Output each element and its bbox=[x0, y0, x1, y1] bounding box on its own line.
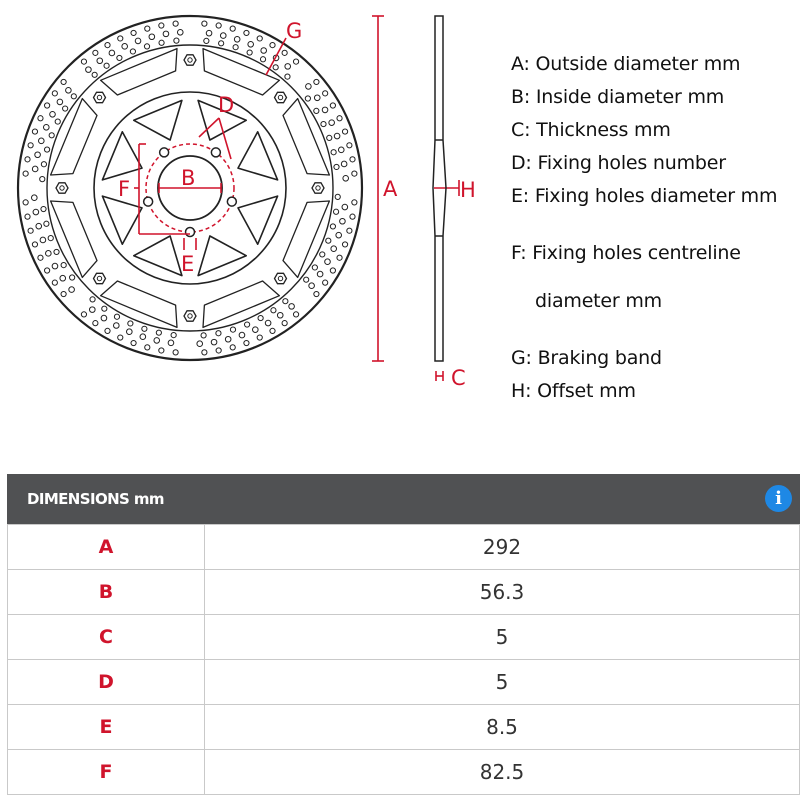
band-hole bbox=[220, 33, 226, 39]
dimension-legend bbox=[511, 52, 800, 412]
carrier-slot bbox=[51, 99, 97, 175]
band-hole bbox=[33, 209, 39, 215]
band-hole bbox=[71, 94, 76, 99]
band-hole bbox=[329, 120, 335, 126]
legend-item-g: G: Braking band bbox=[511, 347, 662, 369]
band-hole bbox=[247, 50, 252, 55]
band-hole bbox=[334, 133, 340, 139]
dimensions-table-header bbox=[7, 474, 800, 524]
band-hole bbox=[320, 252, 325, 257]
band-hole bbox=[142, 326, 147, 331]
band-hole bbox=[305, 96, 310, 101]
band-hole bbox=[32, 129, 37, 134]
band-hole bbox=[347, 228, 352, 233]
info-icon[interactable]: i bbox=[765, 485, 792, 512]
band-hole bbox=[168, 340, 174, 346]
band-hole bbox=[36, 223, 42, 229]
band-hole bbox=[317, 271, 323, 277]
band-hole bbox=[314, 95, 320, 101]
band-hole bbox=[257, 36, 262, 41]
band-hole bbox=[131, 30, 136, 35]
band-hole bbox=[202, 21, 207, 26]
band-hole bbox=[248, 41, 254, 47]
band-hole bbox=[233, 45, 238, 50]
band-hole bbox=[216, 348, 221, 353]
band-hole bbox=[145, 26, 150, 31]
band-hole bbox=[211, 339, 217, 345]
band-hole bbox=[314, 79, 319, 84]
band-hole bbox=[61, 79, 66, 84]
dimensions-table-title: DIMENSIONS mm bbox=[27, 490, 164, 508]
legend-item-b: B: Inside diameter mm bbox=[511, 86, 725, 108]
band-hole bbox=[327, 135, 332, 140]
band-hole bbox=[23, 171, 28, 176]
band-hole bbox=[334, 164, 339, 169]
band-hole bbox=[309, 283, 315, 289]
band-hole bbox=[109, 50, 115, 56]
band-hole bbox=[39, 138, 45, 144]
band-hole bbox=[40, 177, 45, 182]
table-row bbox=[8, 570, 800, 615]
band-hole bbox=[282, 321, 287, 326]
band-hole bbox=[81, 59, 86, 64]
rivet bbox=[56, 183, 68, 193]
band-hole bbox=[102, 306, 107, 311]
row-label: B bbox=[8, 570, 205, 615]
band-hole bbox=[128, 321, 133, 326]
band-hole bbox=[234, 37, 240, 43]
band-hole bbox=[50, 112, 56, 118]
band-hole bbox=[325, 259, 331, 265]
band-hole bbox=[253, 327, 259, 333]
table-row bbox=[8, 660, 800, 705]
band-hole bbox=[293, 312, 298, 317]
band-hole bbox=[239, 332, 245, 338]
band-hole bbox=[342, 204, 348, 210]
label-h: H bbox=[460, 178, 476, 202]
band-hole bbox=[127, 329, 133, 335]
band-hole bbox=[330, 268, 335, 273]
band-hole bbox=[277, 312, 283, 318]
band-hole bbox=[225, 336, 231, 342]
legend-item-f-line1: F: Fixing holes centreline bbox=[511, 242, 741, 264]
row-value: 5 bbox=[205, 615, 800, 660]
carrier-slot bbox=[283, 201, 329, 277]
band-hole bbox=[352, 200, 357, 205]
band-hole bbox=[323, 280, 328, 285]
band-hole bbox=[283, 299, 288, 304]
row-value: 292 bbox=[205, 525, 800, 570]
band-hole bbox=[343, 175, 349, 181]
band-hole bbox=[340, 218, 346, 224]
row-value: 8.5 bbox=[205, 705, 800, 750]
row-label: A bbox=[8, 525, 205, 570]
band-hole bbox=[131, 340, 136, 345]
band-hole bbox=[86, 67, 92, 73]
band-hole bbox=[201, 333, 206, 338]
band-hole bbox=[173, 21, 178, 26]
band-hole bbox=[45, 268, 50, 273]
rivet bbox=[94, 273, 106, 283]
band-hole bbox=[265, 320, 271, 326]
label-d: D bbox=[218, 93, 235, 117]
band-hole bbox=[118, 335, 123, 340]
band-hole bbox=[219, 41, 224, 46]
band-hole bbox=[28, 228, 33, 233]
band-hole bbox=[66, 87, 72, 93]
band-hole bbox=[93, 321, 98, 326]
band-hole bbox=[350, 214, 355, 219]
band-hole bbox=[330, 103, 335, 108]
band-hole bbox=[323, 91, 328, 96]
label-g: G bbox=[286, 19, 303, 43]
band-hole bbox=[92, 72, 97, 77]
carrier-slot bbox=[101, 281, 177, 327]
band-hole bbox=[159, 23, 164, 28]
label-c: C bbox=[451, 366, 466, 390]
band-hole bbox=[23, 200, 28, 205]
band-hole bbox=[41, 206, 46, 211]
band-hole bbox=[114, 314, 119, 319]
band-hole bbox=[61, 263, 66, 268]
rivet bbox=[184, 311, 196, 321]
band-hole bbox=[331, 150, 336, 155]
rivet bbox=[275, 273, 287, 283]
label-e: E bbox=[181, 252, 195, 276]
band-hole bbox=[230, 345, 235, 350]
band-hole bbox=[149, 34, 155, 40]
band-hole bbox=[43, 125, 49, 131]
band-hole bbox=[60, 275, 66, 281]
band-hole bbox=[244, 30, 249, 35]
label-a: A bbox=[383, 177, 398, 201]
band-hole bbox=[32, 166, 38, 172]
label-f: F bbox=[118, 177, 131, 201]
band-hole bbox=[314, 108, 319, 113]
band-hole bbox=[341, 161, 347, 167]
band-hole bbox=[244, 322, 249, 327]
band-hole bbox=[154, 338, 160, 344]
band-hole bbox=[337, 116, 342, 121]
rivet bbox=[312, 183, 324, 193]
band-hole bbox=[38, 116, 43, 121]
band-hole bbox=[350, 157, 355, 162]
band-hole bbox=[97, 58, 103, 64]
band-hole bbox=[197, 341, 203, 347]
band-hole bbox=[101, 315, 107, 321]
band-hole bbox=[244, 340, 249, 345]
band-hole bbox=[331, 246, 337, 252]
band-hole bbox=[336, 232, 342, 238]
band-hole bbox=[105, 43, 110, 48]
fixing-hole bbox=[211, 148, 220, 157]
band-hole bbox=[54, 249, 59, 254]
fixing-hole bbox=[160, 148, 169, 157]
band-hole bbox=[216, 23, 221, 28]
band-hole bbox=[338, 147, 344, 153]
band-hole bbox=[285, 64, 291, 70]
band-hole bbox=[118, 36, 123, 41]
band-hole bbox=[333, 209, 338, 214]
band-hole bbox=[104, 63, 109, 68]
fixing-hole bbox=[227, 197, 236, 206]
legend-item-a: A: Outside diameter mm bbox=[511, 53, 741, 75]
band-hole bbox=[342, 242, 347, 247]
band-hole bbox=[322, 107, 328, 113]
band-hole bbox=[25, 157, 30, 162]
band-hole bbox=[46, 251, 52, 257]
band-hole bbox=[260, 57, 265, 62]
row-value: 56.3 bbox=[205, 570, 800, 615]
band-hole bbox=[261, 48, 267, 54]
band-hole bbox=[282, 50, 287, 55]
band-hole bbox=[337, 255, 342, 260]
band-hole bbox=[335, 194, 340, 199]
dimensions-table-body bbox=[7, 524, 800, 795]
band-hole bbox=[177, 30, 183, 36]
band-hole bbox=[61, 291, 66, 296]
band-hole bbox=[159, 40, 164, 45]
row-label: E bbox=[8, 705, 205, 750]
band-hole bbox=[285, 74, 290, 79]
band-hole bbox=[321, 121, 326, 126]
dimensions-table bbox=[7, 474, 800, 795]
legend-item-d: D: Fixing holes number bbox=[511, 152, 726, 174]
band-hole bbox=[306, 84, 312, 90]
band-hole bbox=[25, 214, 30, 219]
band-hole bbox=[49, 133, 54, 138]
band-hole bbox=[52, 263, 58, 269]
legend-item-h: H: Offset mm bbox=[511, 380, 636, 402]
row-label: C bbox=[8, 615, 205, 660]
rivet bbox=[275, 92, 287, 102]
band-hole bbox=[289, 304, 295, 310]
band-hole bbox=[173, 350, 178, 355]
band-hole bbox=[45, 103, 50, 108]
band-hole bbox=[32, 195, 38, 201]
band-hole bbox=[273, 65, 278, 70]
band-hole bbox=[140, 334, 146, 340]
band-hole bbox=[312, 265, 317, 270]
rivet bbox=[184, 55, 196, 65]
band-hole bbox=[270, 43, 275, 48]
band-hole bbox=[122, 44, 128, 50]
table-row bbox=[8, 525, 800, 570]
legend-item-f bbox=[511, 217, 800, 337]
band-hole bbox=[230, 26, 235, 31]
band-hole bbox=[35, 152, 41, 158]
band-hole bbox=[293, 59, 298, 64]
band-hole bbox=[44, 221, 49, 226]
table-row bbox=[8, 615, 800, 660]
table-row bbox=[8, 705, 800, 750]
band-hole bbox=[105, 328, 110, 333]
band-hole bbox=[130, 49, 135, 54]
band-hole bbox=[159, 348, 164, 353]
band-hole bbox=[48, 236, 53, 241]
band-hole bbox=[171, 332, 176, 337]
band-hole bbox=[258, 315, 263, 320]
band-hole bbox=[90, 297, 95, 302]
rivet bbox=[94, 92, 106, 102]
fixing-hole bbox=[186, 228, 195, 237]
legend-item-c: C: Thickness mm bbox=[511, 119, 671, 141]
band-hole bbox=[347, 143, 352, 148]
table-row bbox=[8, 750, 800, 795]
row-label: D bbox=[8, 660, 205, 705]
band-hole bbox=[156, 330, 161, 335]
band-hole bbox=[32, 242, 37, 247]
band-hole bbox=[304, 277, 309, 282]
band-hole bbox=[135, 38, 141, 44]
band-hole bbox=[57, 99, 63, 105]
band-hole bbox=[206, 30, 212, 36]
band-hole bbox=[202, 350, 207, 355]
row-value: 82.5 bbox=[205, 750, 800, 795]
band-hole bbox=[144, 44, 149, 49]
band-hole bbox=[230, 327, 235, 332]
band-hole bbox=[117, 55, 122, 60]
band-hole bbox=[41, 162, 46, 167]
legend-item-e: E: Fixing holes diameter mm bbox=[511, 185, 778, 207]
band-hole bbox=[44, 147, 49, 152]
band-hole bbox=[81, 312, 86, 317]
band-hole bbox=[257, 335, 262, 340]
band-hole bbox=[52, 91, 57, 96]
band-hole bbox=[70, 275, 75, 280]
band-hole bbox=[270, 328, 275, 333]
band-hole bbox=[28, 143, 33, 148]
band-hole bbox=[63, 106, 68, 111]
band-hole bbox=[55, 119, 60, 124]
band-hole bbox=[52, 280, 57, 285]
band-hole bbox=[89, 307, 95, 313]
band-hole bbox=[40, 237, 46, 243]
row-value: 5 bbox=[205, 660, 800, 705]
fixing-hole bbox=[144, 197, 153, 206]
band-hole bbox=[145, 345, 150, 350]
band-hole bbox=[38, 255, 43, 260]
row-label: F bbox=[8, 750, 205, 795]
band-hole bbox=[174, 38, 179, 43]
band-hole bbox=[114, 323, 120, 329]
band-hole bbox=[330, 224, 335, 229]
band-hole bbox=[216, 331, 221, 336]
legend-item-f-line2: diameter mm bbox=[535, 290, 662, 312]
band-hole bbox=[204, 38, 209, 43]
band-hole bbox=[93, 50, 98, 55]
band-hole bbox=[352, 171, 357, 176]
label-b: B bbox=[181, 166, 196, 190]
band-hole bbox=[69, 287, 75, 293]
band-hole bbox=[163, 31, 169, 37]
band-hole bbox=[314, 291, 319, 296]
band-hole bbox=[271, 308, 276, 313]
band-hole bbox=[326, 238, 331, 243]
band-hole bbox=[342, 129, 347, 134]
